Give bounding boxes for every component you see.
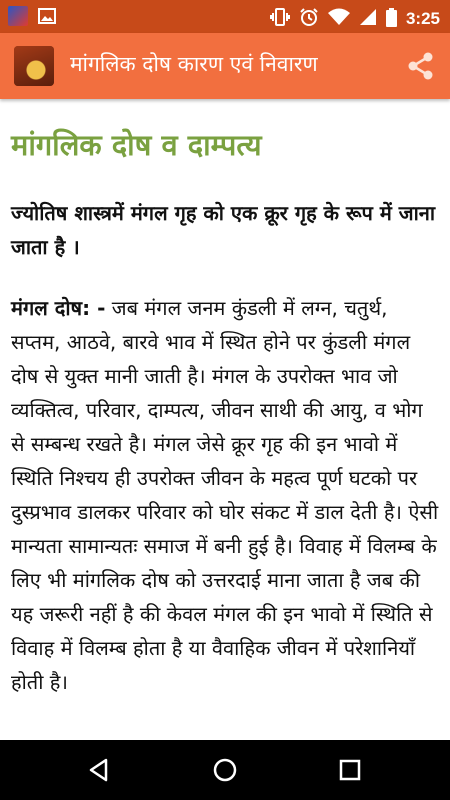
app-title: मांगलिक दोष कारण एवं निवारण <box>70 52 318 76</box>
signal-icon <box>359 8 377 30</box>
article-paragraph <box>11 291 441 699</box>
navigation-bar <box>0 740 450 800</box>
app-notification-icon <box>8 6 28 26</box>
app-logo <box>14 46 54 86</box>
home-button[interactable] <box>211 757 239 783</box>
home-icon <box>211 757 239 783</box>
alarm-icon <box>299 7 319 31</box>
back-icon <box>86 757 114 783</box>
article-intro: ज्योतिष शास्त्रमें मंगल गृह को एक क्रूर गृह के रूप में जाना जाता है । <box>11 201 436 259</box>
recents-button[interactable] <box>336 757 364 783</box>
paragraph-text: जब मंगल जनम कुंडली में लग्न, चतुर्थ, सप्तम, आठवे, बारवे भाव में स्थित होने पर कुंडली मंगल दोष से युक्त मानी जाती है। मंगल के उपरोक्त भाव जो व्यक्तित्व, परिवार, दाम्पत्य, जीवन साथी की आयु, व भोग से सम्बन्ध रखते है। मंगल जेसे क्रूर गृह की इन भावो में स्थिति निश्चय ही उपरोक्त जीवन के महत्व पूर्ण घटको पर दुस्प्रभाव डालकर परिवार को घोर संकट में डाल देती है। ऐसी मान्यता सामान्यतः समाज में बनी हुई है। विवाह में विलम्ब के लिए भी मांगलिक दोष को उत्तरदाई माना जाता है जब की यह जरूरी नहीं है की केवल मंगल की इन भावो में स्थिति से विवाह में विलम्ब होता है या वैवाहिक जीवन में परेशानियाँ होती है। <box>11 296 439 694</box>
recents-icon <box>336 757 364 783</box>
image-notification-icon <box>38 8 56 24</box>
battery-icon <box>386 8 397 31</box>
share-icon <box>406 51 436 81</box>
status-time: 3:25 <box>405 9 440 28</box>
vibrate-icon <box>270 8 290 30</box>
share-button[interactable] <box>406 51 436 81</box>
status-bar <box>0 0 450 33</box>
paragraph-label: मंगल दोष: - <box>11 296 106 320</box>
article-content[interactable] <box>0 99 450 740</box>
wifi-icon <box>328 8 350 30</box>
back-button[interactable] <box>86 757 114 783</box>
article-heading: मांगलिक दोष व दाम्पत्य <box>11 128 262 162</box>
app-bar <box>0 33 450 99</box>
